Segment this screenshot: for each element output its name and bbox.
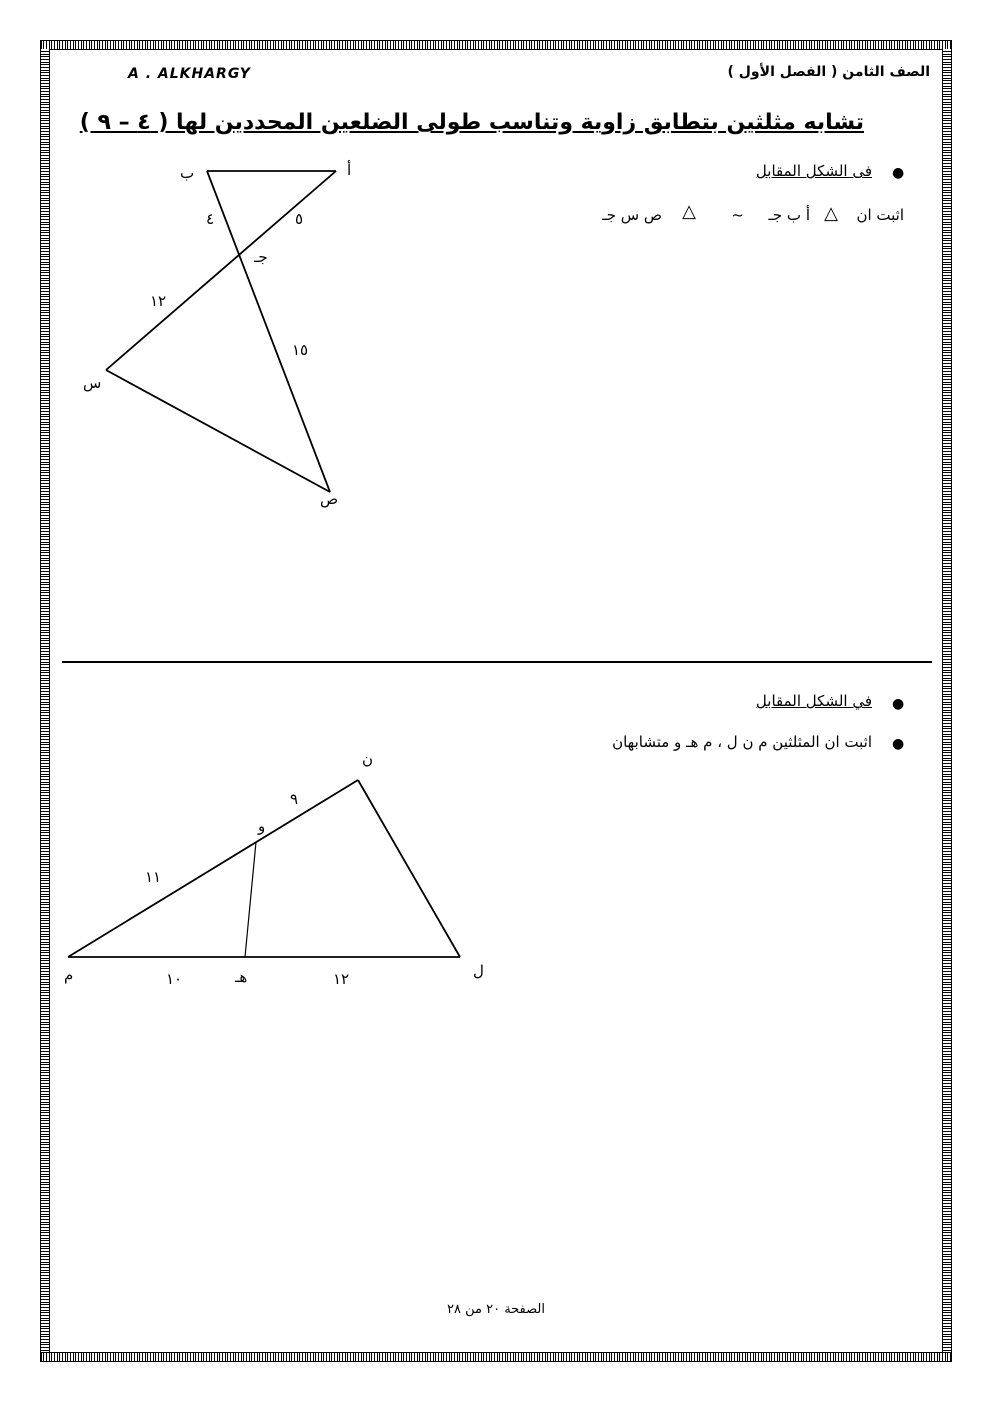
grade-label: الصف الثامن ( الفصل الأول ) <box>727 64 930 80</box>
q1-triangle-2: ص س جـ <box>602 206 662 224</box>
length-4-label: ٤ <box>206 210 215 228</box>
bullet-icon: ● <box>892 736 905 752</box>
q2-instruction: في الشكل المقابل <box>755 692 872 710</box>
vertex-sad-label: ص <box>320 490 339 508</box>
length-10-label: ١٠ <box>166 970 183 988</box>
page-number: الصفحة ٢٠ من ٢٨ <box>447 1302 545 1317</box>
segment-n-l <box>358 780 460 957</box>
vertex-s-label: س <box>83 374 102 392</box>
triangle-icon: △ <box>824 203 838 224</box>
page-title: تشابه مثلثين بتطابق زاوية وتناسب طولى الضلعين المحددين لها ( ٤ – ٩ ) <box>79 110 864 135</box>
vertex-j-label: جـ <box>254 248 268 266</box>
q2-prove-statement: اثبت ان المثلثين م ن ل ، م هـ و متشابهان <box>612 733 872 751</box>
vertex-h-label: هـ <box>235 968 248 986</box>
length-5-label: ٥ <box>295 210 304 228</box>
length-9-label: ٩ <box>290 790 299 808</box>
vertex-n-label: ن <box>362 750 374 768</box>
segment-m-n <box>68 780 358 957</box>
segment-w-h <box>245 842 256 957</box>
vertex-l-label: ل <box>473 962 484 980</box>
length-15-label: ١٥ <box>292 341 309 359</box>
length-11-label: ١١ <box>145 868 162 886</box>
vertex-w-label: و <box>258 817 266 835</box>
q1-prove-label: اثبت ان <box>856 206 904 224</box>
length-12-label: ١٢ <box>150 292 167 310</box>
vertex-m-label: م <box>64 966 74 984</box>
bullet-icon: ● <box>892 696 905 712</box>
bullet-icon: ● <box>892 165 905 181</box>
q1-triangle-1: أ ب جـ <box>768 206 810 224</box>
q1-instruction: فى الشكل المقابل <box>755 162 872 180</box>
length-12b-label: ١٢ <box>333 970 350 988</box>
author-label: A . ALKHARGY <box>128 66 251 82</box>
vertex-b-label: ب <box>180 164 195 182</box>
q1-similar-sign: ~ <box>731 206 744 224</box>
vertex-a-label: أ <box>347 161 352 179</box>
triangle-icon: △ <box>682 201 696 222</box>
